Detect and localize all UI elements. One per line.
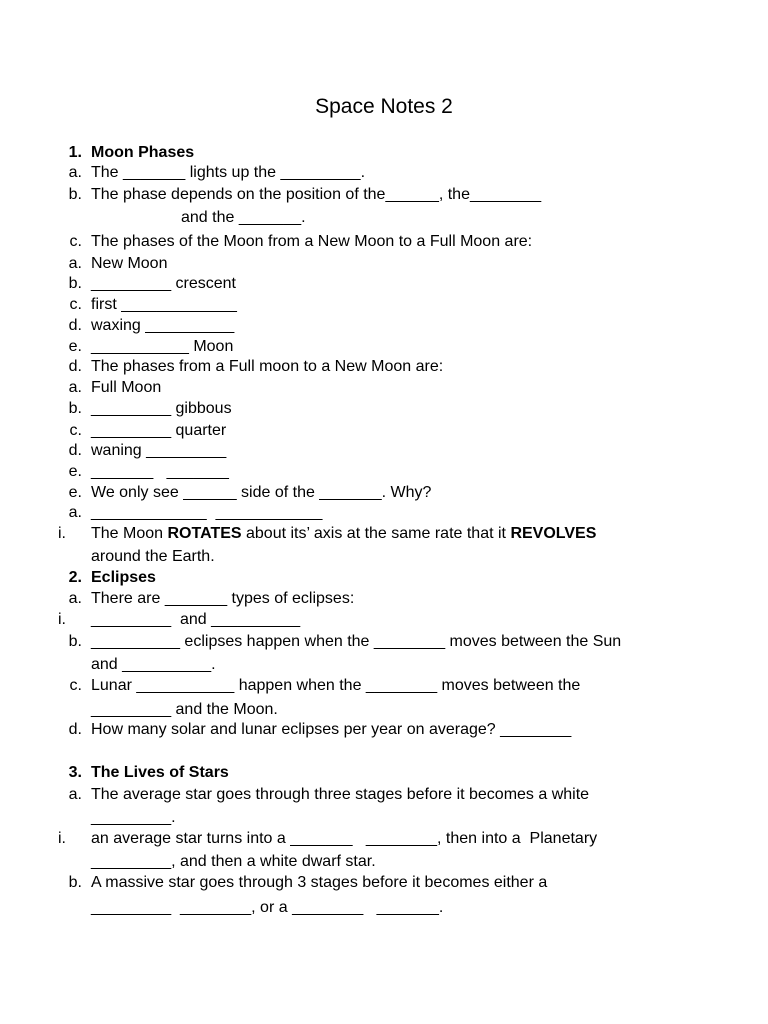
item-text: __________ eclipses happen when the ________ moves between the Sun — [91, 633, 622, 650]
item-label: d. — [68, 358, 82, 375]
item-label: i. — [58, 611, 66, 628]
item-label: b. — [68, 400, 82, 417]
note-line — [0, 763, 768, 783]
note-line — [0, 700, 768, 720]
item-label: a. — [68, 590, 82, 607]
item-text: Full Moon — [91, 379, 162, 396]
note-line — [0, 655, 768, 675]
item-text: waning _________ — [91, 442, 227, 459]
page-title: Space Notes 2 — [315, 95, 453, 118]
text-segment: The Moon — [91, 525, 168, 542]
item-label: b. — [68, 186, 82, 203]
note-line — [0, 610, 768, 630]
note-line — [0, 316, 768, 336]
text-segment: about its’ axis at the same rate that it — [241, 525, 511, 542]
item-label: c. — [69, 677, 82, 694]
note-line — [0, 898, 768, 918]
item-label: b. — [68, 633, 82, 650]
item-text: and __________. — [91, 656, 216, 673]
item-text: waxing __________ — [91, 317, 235, 334]
item-text: _________ gibbous — [91, 400, 232, 417]
note-line — [0, 357, 768, 377]
item-label: b. — [68, 874, 82, 891]
item-label: c. — [69, 422, 82, 439]
item-text: _________, and then a white dwarf star. — [91, 853, 376, 870]
note-line — [0, 808, 768, 828]
item-label: 3. — [68, 764, 82, 781]
note-line — [0, 399, 768, 419]
item-text: _________ and __________ — [91, 611, 301, 628]
note-line — [0, 254, 768, 274]
item-label: 2. — [68, 569, 82, 586]
note-line — [0, 524, 768, 544]
note-line — [0, 547, 768, 567]
item-label: e. — [68, 338, 82, 355]
note-line — [0, 503, 768, 523]
item-label: d. — [68, 721, 82, 738]
emphasis-text: REVOLVES — [510, 525, 597, 542]
item-label: a. — [68, 786, 82, 803]
item-text: _________ and the Moon. — [91, 701, 278, 718]
item-label: e. — [68, 484, 82, 501]
item-text: The _______ lights up the _________. — [91, 164, 366, 181]
item-text: The Lives of Stars — [91, 764, 229, 781]
note-line — [0, 589, 768, 609]
item-text: The phases from a Full moon to a New Moon are: — [91, 358, 444, 375]
item-text: _________ quarter — [91, 422, 227, 439]
note-line — [0, 483, 768, 503]
item-label: a. — [68, 255, 82, 272]
item-text: New Moon — [91, 255, 168, 272]
item-label: a. — [68, 164, 82, 181]
item-label: d. — [68, 317, 82, 334]
item-text: A massive star goes through 3 stages before it becomes either a — [91, 874, 548, 891]
emphasis-text: ROTATES — [167, 525, 242, 542]
note-line — [0, 232, 768, 252]
item-text: Moon Phases — [91, 144, 195, 161]
item-label: e. — [68, 463, 82, 480]
note-line — [0, 632, 768, 652]
note-line — [0, 295, 768, 315]
item-label: 1. — [68, 144, 82, 161]
item-label: d. — [68, 442, 82, 459]
note-line — [0, 441, 768, 461]
item-label: i. — [58, 525, 66, 542]
item-label: a. — [68, 504, 82, 521]
note-line — [0, 462, 768, 482]
item-text: _____________ ____________ — [91, 504, 323, 521]
note-line — [0, 274, 768, 294]
item-text: around the Earth. — [91, 548, 215, 565]
item-text: ___________ Moon — [91, 338, 234, 355]
note-line — [0, 185, 768, 205]
item-label: c. — [69, 296, 82, 313]
note-line — [0, 720, 768, 740]
note-line — [0, 676, 768, 696]
note-line — [0, 785, 768, 805]
note-line — [0, 568, 768, 588]
item-label: i. — [58, 830, 66, 847]
note-line — [0, 378, 768, 398]
item-text — [91, 524, 596, 544]
item-label: a. — [68, 379, 82, 396]
note-line — [0, 421, 768, 441]
item-text: _________ ________, or a ________ _______. — [91, 899, 444, 916]
note-line — [0, 208, 768, 228]
note-line — [0, 163, 768, 183]
item-text: first _____________ — [91, 296, 237, 313]
item-label: c. — [69, 233, 82, 250]
item-text: Lunar ___________ happen when the ________ moves between the — [91, 677, 581, 694]
note-line — [0, 873, 768, 893]
note-line — [0, 829, 768, 849]
item-text: Eclipses — [91, 569, 156, 586]
item-text: We only see ______ side of the _______. Why? — [91, 484, 432, 501]
note-line — [0, 852, 768, 872]
item-text: _________. — [91, 809, 176, 826]
item-text: The phases of the Moon from a New Moon to a Full Moon are: — [91, 233, 533, 250]
item-text: _________ crescent — [91, 275, 236, 292]
item-text: There are _______ types of eclipses: — [91, 590, 355, 607]
note-line — [0, 143, 768, 163]
item-text: The phase depends on the position of the______, the________ — [91, 186, 542, 203]
item-text: The average star goes through three stages before it becomes a white — [91, 786, 590, 803]
note-line — [0, 337, 768, 357]
item-text: _______ _______ — [91, 463, 229, 480]
item-text: How many solar and lunar eclipses per year on average? ________ — [91, 721, 572, 738]
item-text: an average star turns into a _______ ________, then into a Planetary — [91, 830, 598, 847]
item-label: b. — [68, 275, 82, 292]
item-text: and the _______. — [181, 209, 306, 226]
